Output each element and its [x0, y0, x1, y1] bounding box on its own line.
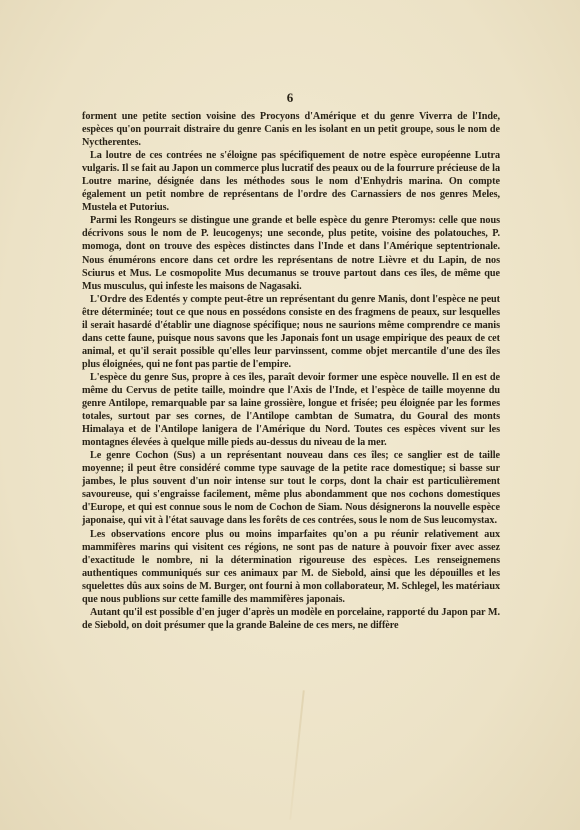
page-number: 6 [286, 90, 294, 105]
paper-crease [289, 690, 305, 819]
paragraph: L'Ordre des Edentés y compte peut-être un représentant du genre Manis, dont l'espèce ne peut être déterminée; tout ce que nous en possédons consiste en des fragmens de peaux, sur lesquelles il serait hasardé d'établir une diagnose spécifique; nous ne saurions même comprendre ce manis dans cette faune, puisque nous savons que les Japonais font un usage empirique des peaux de cet animal, et qu'il serait possible qu'elles leur parvinssent, comme objet mercantile d'une des îles plus éloignées, qui ne font pas partie de l'empire. [82, 293, 500, 370]
paragraph: Le genre Cochon (Sus) a un représentant nouveau dans ces îles; ce sanglier est de taille moyenne; il peut être considéré comme type sauvage de la petite race domestique; si basse sur jambes, le plus souvent d'un noir intense sur tout le corps, dont la chair est particulièrement savoureuse, qui s'engraisse facilement, même plus abondamment que nos cochons domestiques d'Europe, et qui est connue sous le nom de Cochon de Siam. Nous désignerons la nouvelle espèce japonaise, qui vit à l'état sauvage dans les forêts de ces contrées, sous le nom de Sus leucomystax. [82, 450, 500, 527]
paragraph: L'espèce du genre Sus, propre à ces îles, paraît devoir former une espèce nouvelle. Il en est de même du Cervus de petite taille, moindre que l'Axis de l'Inde, et l'espèce de taille moyenne du genre Antilope, remarquable par sa laine grossière, longue et frisée; peu éloignée par les formes totales, surtout par ses cornes, de l'Antilope cambtan de Sumatra, du Goural des monts Himalaya et de l'Antilope lanigera de l'Amérique du Nord. Toutes ces espèces vivent sur les montagnes élevées à quelque mille pieds au-dessus du niveau de la mer. [82, 371, 500, 449]
paragraph: Parmi les Rongeurs se distingue une grande et belle espèce du genre Pteromys: celle que nous décrivons sous le nom de P. leucogenys; une seconde, plus petite, voisine des polatouches, P. momoga, dont on trouve des espèces distinctes dans l'Inde et dans l'Amérique septentrionale. Nous énumérons encore dans cet ordre les représentans de notre Lièvre et du Lapin, de nos Sciurus et Mus. Le cosmopolite Mus decumanus se trouve partout dans ces îles, de même que Mus musculus, qui infeste les maisons de Nagasaki. [82, 215, 500, 292]
paragraph: La loutre de ces contrées ne s'éloigne pas spécifiquement de notre espèce européenne Lutra vulgaris. Il se fait au Japon un commerce plus lucratif des peaux ou de la fourrure précieuse de la Loutre marine, désignée dans les méthodes sous le nom d'Enhydris marina. On compte également un petit nombre de représentans de l'ordre des Carnassiers de nos genres Meles, Mustela et Putorius. [82, 150, 500, 214]
paragraph: Autant qu'il est possible d'en juger d'après un modèle en porcelaine, rapporté du Japon par M. de Siebold, on doit présumer que la grande Baleine de ces mers, ne diffère [82, 606, 500, 631]
paragraph: forment une petite section voisine des Procyons d'Amérique et du genre Viverra de l'Inde, espèces qu'on pourrait distraire du genre Canis en les isolant en un petit groupe, sous le nom de Nyctherentes. [82, 111, 500, 149]
paragraph: Les observations encore plus ou moins imparfaites qu'on a pu réunir relativement aux mammifères marins qui visitent ces régions, ne sont pas de nature à pouvoir fixer avec assez d'exactitude le nombre, ni la détermination rigoureuse des espèces. Les renseignemens authentiques communiqués sur ces animaux par M. de Siebold, ainsi que les dépouilles et les squelettes dûs aux soins de M. Burger, ont fourni à mon collaborateur, M. Schlegel, les matériaux que nous publions sur cette famille des mammifères japonais. [82, 528, 500, 605]
body-text [82, 110, 500, 632]
